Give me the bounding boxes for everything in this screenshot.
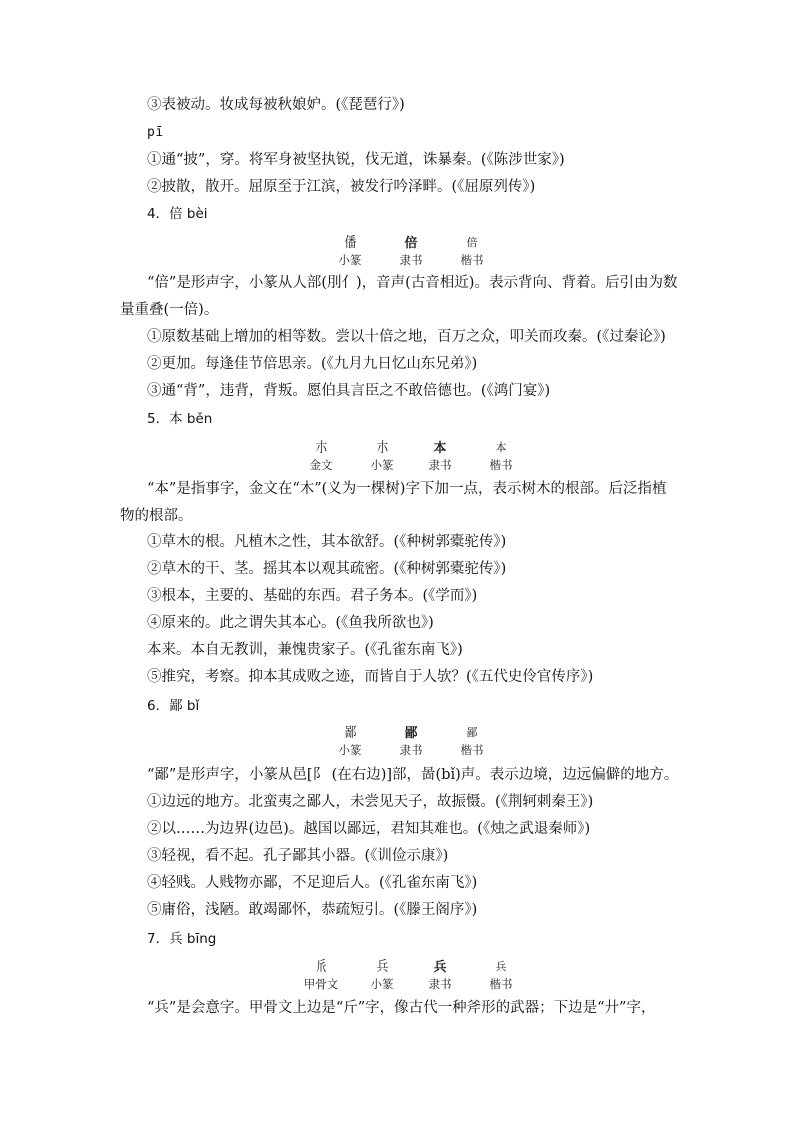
- text-line: ①边远的地方。北蛮夷之鄙人，未尝见天子，故振慑。(《荆轲刺秦王》): [147, 794, 594, 810]
- seal-script-glyph: 朩: [376, 440, 388, 456]
- text-line: ③根本，主要的、基础的东西。君子务本。(《学而》): [147, 588, 478, 604]
- text-line: ⑤推究，考察。抑本其成败之迹，而皆自于人欤？(《五代史伶官传序》): [147, 669, 594, 685]
- glyph-caption: 楷书: [489, 977, 513, 991]
- text-line: ①通“披”，穿。将军身被坚执锐，伐无道，诛暴秦。(《陈涉世家》): [147, 152, 565, 168]
- text-line: ⑤庸俗，浅陋。敢竭鄙怀，恭疏短引。(《滕王阁序》): [147, 902, 478, 918]
- regular-script-glyph: 倍: [466, 236, 478, 249]
- glyph-caption: 金文: [309, 458, 333, 472]
- glyph-caption: 小篆: [338, 743, 362, 757]
- text-line: “倍”是形声字，小篆从人部(刖亻)，音声(古音相近)。表示背向、背着。后引由为数: [147, 275, 678, 291]
- entry-heading: 6．鄙 bǐ: [147, 698, 200, 714]
- glyph-caption: 楷书: [460, 253, 484, 267]
- text-line: ④轻贱。人贱物亦鄙，不足迎后人。(《孔雀东南飞》): [147, 875, 478, 891]
- entry-heading: 4．倍 bèi: [147, 206, 208, 222]
- glyph-caption: 隶书: [428, 458, 452, 472]
- entry-heading: 5．本 běn: [147, 411, 213, 427]
- clerical-script-glyph: 本: [433, 441, 447, 456]
- glyph-caption: 隶书: [428, 977, 452, 991]
- text-line: ③通“背”，违背，背叛。愿伯具言臣之不敢倍德也。(《鸿门宴》): [147, 383, 551, 399]
- glyph-caption: 隶书: [399, 743, 423, 757]
- glyph-caption: 甲骨文: [303, 977, 339, 991]
- text-line: 物的根部。: [120, 508, 193, 524]
- regular-script-glyph: 兵: [495, 960, 507, 973]
- text-line: ④原来的。此之谓失其本心。(《鱼我所欲也》): [147, 615, 434, 631]
- seal-script-glyph: 僠: [344, 235, 356, 251]
- regular-script-glyph: 本: [495, 441, 507, 454]
- clerical-script-glyph: 倍: [404, 236, 418, 251]
- text-line: ①原数基础上增加的相等数。尝以十倍之地，百万之众，叩关而攻秦。(《过秦论》): [147, 329, 666, 345]
- glyph-caption: 隶书: [399, 253, 423, 267]
- text-line: ②更加。每逢佳节倍思亲。(《九月九日忆山东兄弟》): [147, 356, 478, 372]
- seal-script-glyph: 兵: [376, 959, 388, 975]
- oracle-bone-glyph: 𠂢: [315, 959, 327, 975]
- seal-script-glyph: 鄙: [344, 725, 356, 741]
- glyph-caption: 小篆: [370, 977, 394, 991]
- text-line: ②披散，散开。屈原至于江滨，被发行吟泽畔。(《屈原列传》): [147, 179, 536, 195]
- text-line: ③表被动。妆成每被秋娘妒。(《琵琶行》): [147, 97, 405, 113]
- glyph-caption: 楷书: [489, 458, 513, 472]
- clerical-script-glyph: 鄙: [404, 726, 418, 741]
- text-line: ③轻视，看不起。孔子鄙其小器。(《训俭示康》): [147, 848, 449, 864]
- text-line: ①草木的根。凡植木之性，其本欲舒。(《种树郭橐驼传》): [147, 534, 507, 550]
- text-line: ②以……为边界(边邑)。越国以鄙远，君知其难也。(《烛之武退秦师》): [147, 821, 591, 837]
- text-line: 本来。本自无教训，兼愧贵家子。(《孔雀东南飞》): [147, 642, 463, 658]
- text-line: “本”是指事字，金文在“木”(义为一棵树)字下加一点，表示树木的根部。后泛指植: [147, 481, 667, 497]
- glyph-caption: 小篆: [370, 458, 394, 472]
- text-line: “兵”是会意字。甲骨文上边是“斤”字，像古代一种斧形的武器；下边是“廾”字，: [147, 1000, 656, 1016]
- pinyin-label: pī: [147, 125, 164, 140]
- entry-heading: 7．兵 bīng: [147, 931, 217, 947]
- glyph-caption: 楷书: [460, 743, 484, 757]
- text-line: “鄙”是形声字，小篆从邑[阝 (在右边)]部，啚(bǐ)声。表示边境，边远偏僻的地方。: [147, 767, 679, 783]
- clerical-script-glyph: 兵: [433, 960, 447, 975]
- glyph-caption: 小篆: [338, 253, 362, 267]
- text-line: 量重叠(一倍)。: [120, 302, 219, 318]
- bronze-script-glyph: 朩: [315, 440, 327, 456]
- regular-script-glyph: 鄙: [466, 726, 478, 739]
- text-line: ②草木的干、茎。摇其本以观其疏密。(《种树郭橐驼传》): [147, 561, 507, 577]
